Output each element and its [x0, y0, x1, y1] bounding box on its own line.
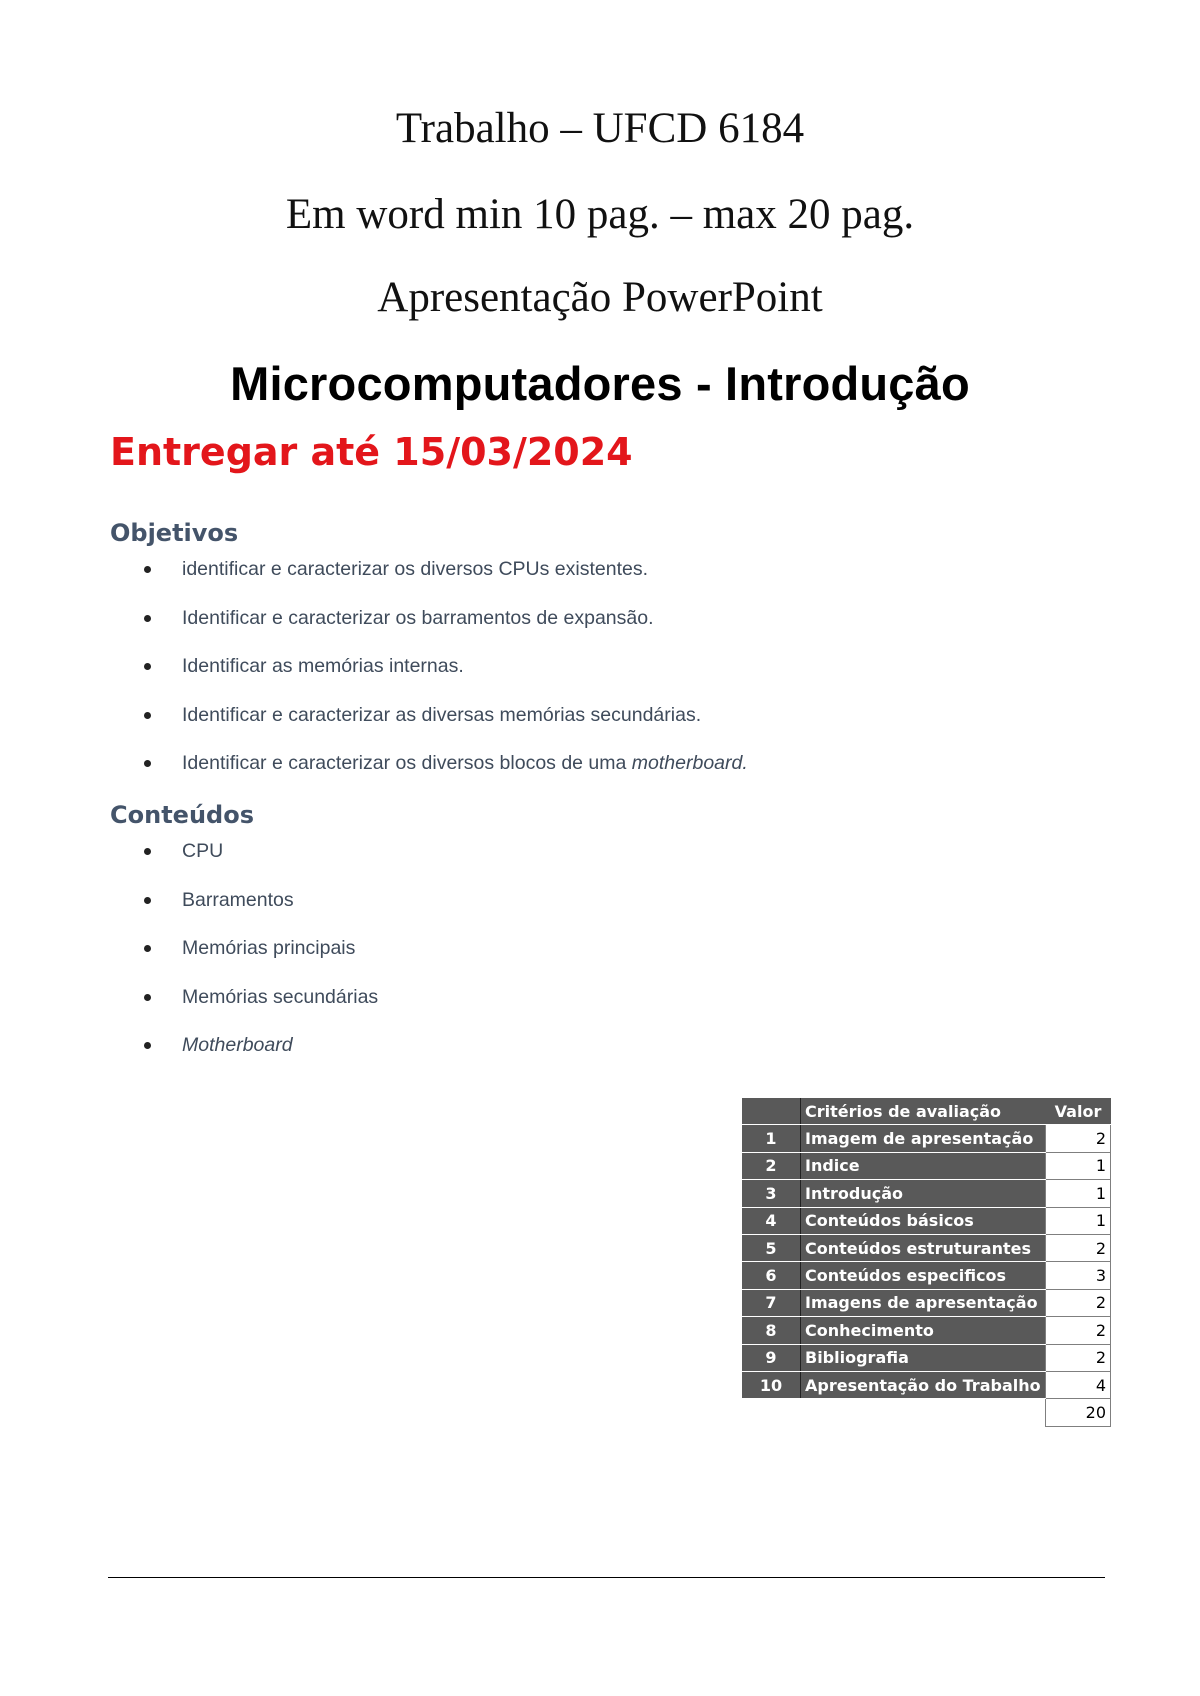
row-number: 8: [742, 1317, 801, 1344]
doc-title-line-2: Em word min 10 pag. – max 20 pag.: [285, 191, 915, 238]
row-criterion: Apresentação do Trabalho: [801, 1371, 1046, 1398]
header-criteria-cell: Critérios de avaliação: [801, 1098, 1046, 1125]
row-number: 4: [742, 1207, 801, 1234]
row-value: 1: [1046, 1152, 1111, 1179]
bullet-icon: [144, 712, 151, 719]
row-criterion: Introdução: [801, 1180, 1046, 1207]
row-number: 7: [742, 1289, 801, 1316]
conteudos-heading: Conteúdos: [110, 801, 254, 829]
table-total-row: [742, 1399, 1111, 1426]
table-row: [742, 1180, 1111, 1207]
row-number: 1: [742, 1125, 801, 1152]
criteria-table: [742, 1098, 1111, 1427]
bullet-icon: [144, 1042, 151, 1049]
bullet-icon: [144, 566, 151, 573]
table-row: [742, 1371, 1111, 1398]
list-item: Identificar e caracterizar os diversos blocos de uma motherboard.: [110, 748, 1010, 797]
table-row: [742, 1289, 1111, 1316]
header-num-cell: [742, 1098, 801, 1125]
row-criterion: Bibliografia: [801, 1344, 1046, 1371]
row-value: 2: [1046, 1125, 1111, 1152]
bullet-icon: [144, 848, 151, 855]
bullet-icon: [144, 945, 151, 952]
doc-title-line-1: Trabalho – UFCD 6184: [395, 105, 805, 152]
bullet-icon: [144, 663, 151, 670]
row-value: 1: [1046, 1207, 1111, 1234]
row-number: 10: [742, 1371, 801, 1398]
header-value-cell: Valor: [1046, 1098, 1111, 1125]
total-value: 20: [1046, 1399, 1111, 1426]
doc-title-line-3: Apresentação PowerPoint: [377, 274, 823, 321]
table-row: [742, 1125, 1111, 1152]
objetivos-list: [110, 554, 1010, 797]
row-value: 2: [1046, 1234, 1111, 1261]
row-number: 6: [742, 1262, 801, 1289]
bullet-icon: [144, 615, 151, 622]
row-value: 2: [1046, 1289, 1111, 1316]
row-number: 2: [742, 1152, 801, 1179]
row-number: 5: [742, 1234, 801, 1261]
bullet-icon: [144, 994, 151, 1001]
row-value: 1: [1046, 1180, 1111, 1207]
row-criterion: Conteúdos estruturantes: [801, 1234, 1046, 1261]
row-criterion: Imagens de apresentação: [801, 1289, 1046, 1316]
objetivos-heading: Objetivos: [110, 519, 239, 547]
table-row: [742, 1207, 1111, 1234]
row-number: 3: [742, 1180, 801, 1207]
list-item: Motherboard: [110, 1030, 1010, 1079]
conteudos-list: [110, 836, 1010, 1079]
list-item: Identificar as memórias internas.: [110, 651, 1010, 700]
footer-divider: [108, 1577, 1105, 1578]
table-header-row: [742, 1098, 1111, 1125]
row-criterion: Conhecimento: [801, 1317, 1046, 1344]
row-criterion: Imagem de apresentação: [801, 1125, 1046, 1152]
row-value: 2: [1046, 1344, 1111, 1371]
row-criterion: Conteúdos básicos: [801, 1207, 1046, 1234]
list-item: Identificar e caracterizar os barramentos de expansão.: [110, 603, 1010, 652]
table-row: [742, 1234, 1111, 1261]
total-blank-cell: [801, 1399, 1046, 1426]
list-item: Memórias principais: [110, 933, 1010, 982]
row-value: 3: [1046, 1262, 1111, 1289]
list-item: Barramentos: [110, 885, 1010, 934]
row-number: 9: [742, 1344, 801, 1371]
total-blank-cell: [742, 1399, 801, 1426]
list-item: identificar e caracterizar os diversos CPUs existentes.: [110, 554, 1010, 603]
table-row: [742, 1262, 1111, 1289]
row-value: 4: [1046, 1371, 1111, 1398]
bullet-icon: [144, 760, 151, 767]
list-item: Memórias secundárias: [110, 982, 1010, 1031]
deadline-notice: Entregar até 15/03/2024: [110, 430, 633, 474]
table-row: [742, 1317, 1111, 1344]
table-row: [742, 1344, 1111, 1371]
row-criterion: Conteúdos especificos: [801, 1262, 1046, 1289]
list-item: CPU: [110, 836, 1010, 885]
main-title: Microcomputadores - Introdução: [230, 357, 970, 410]
row-value: 2: [1046, 1317, 1111, 1344]
list-item: Identificar e caracterizar as diversas memórias secundárias.: [110, 700, 1010, 749]
table-row: [742, 1152, 1111, 1179]
bullet-icon: [144, 897, 151, 904]
row-criterion: Indice: [801, 1152, 1046, 1179]
